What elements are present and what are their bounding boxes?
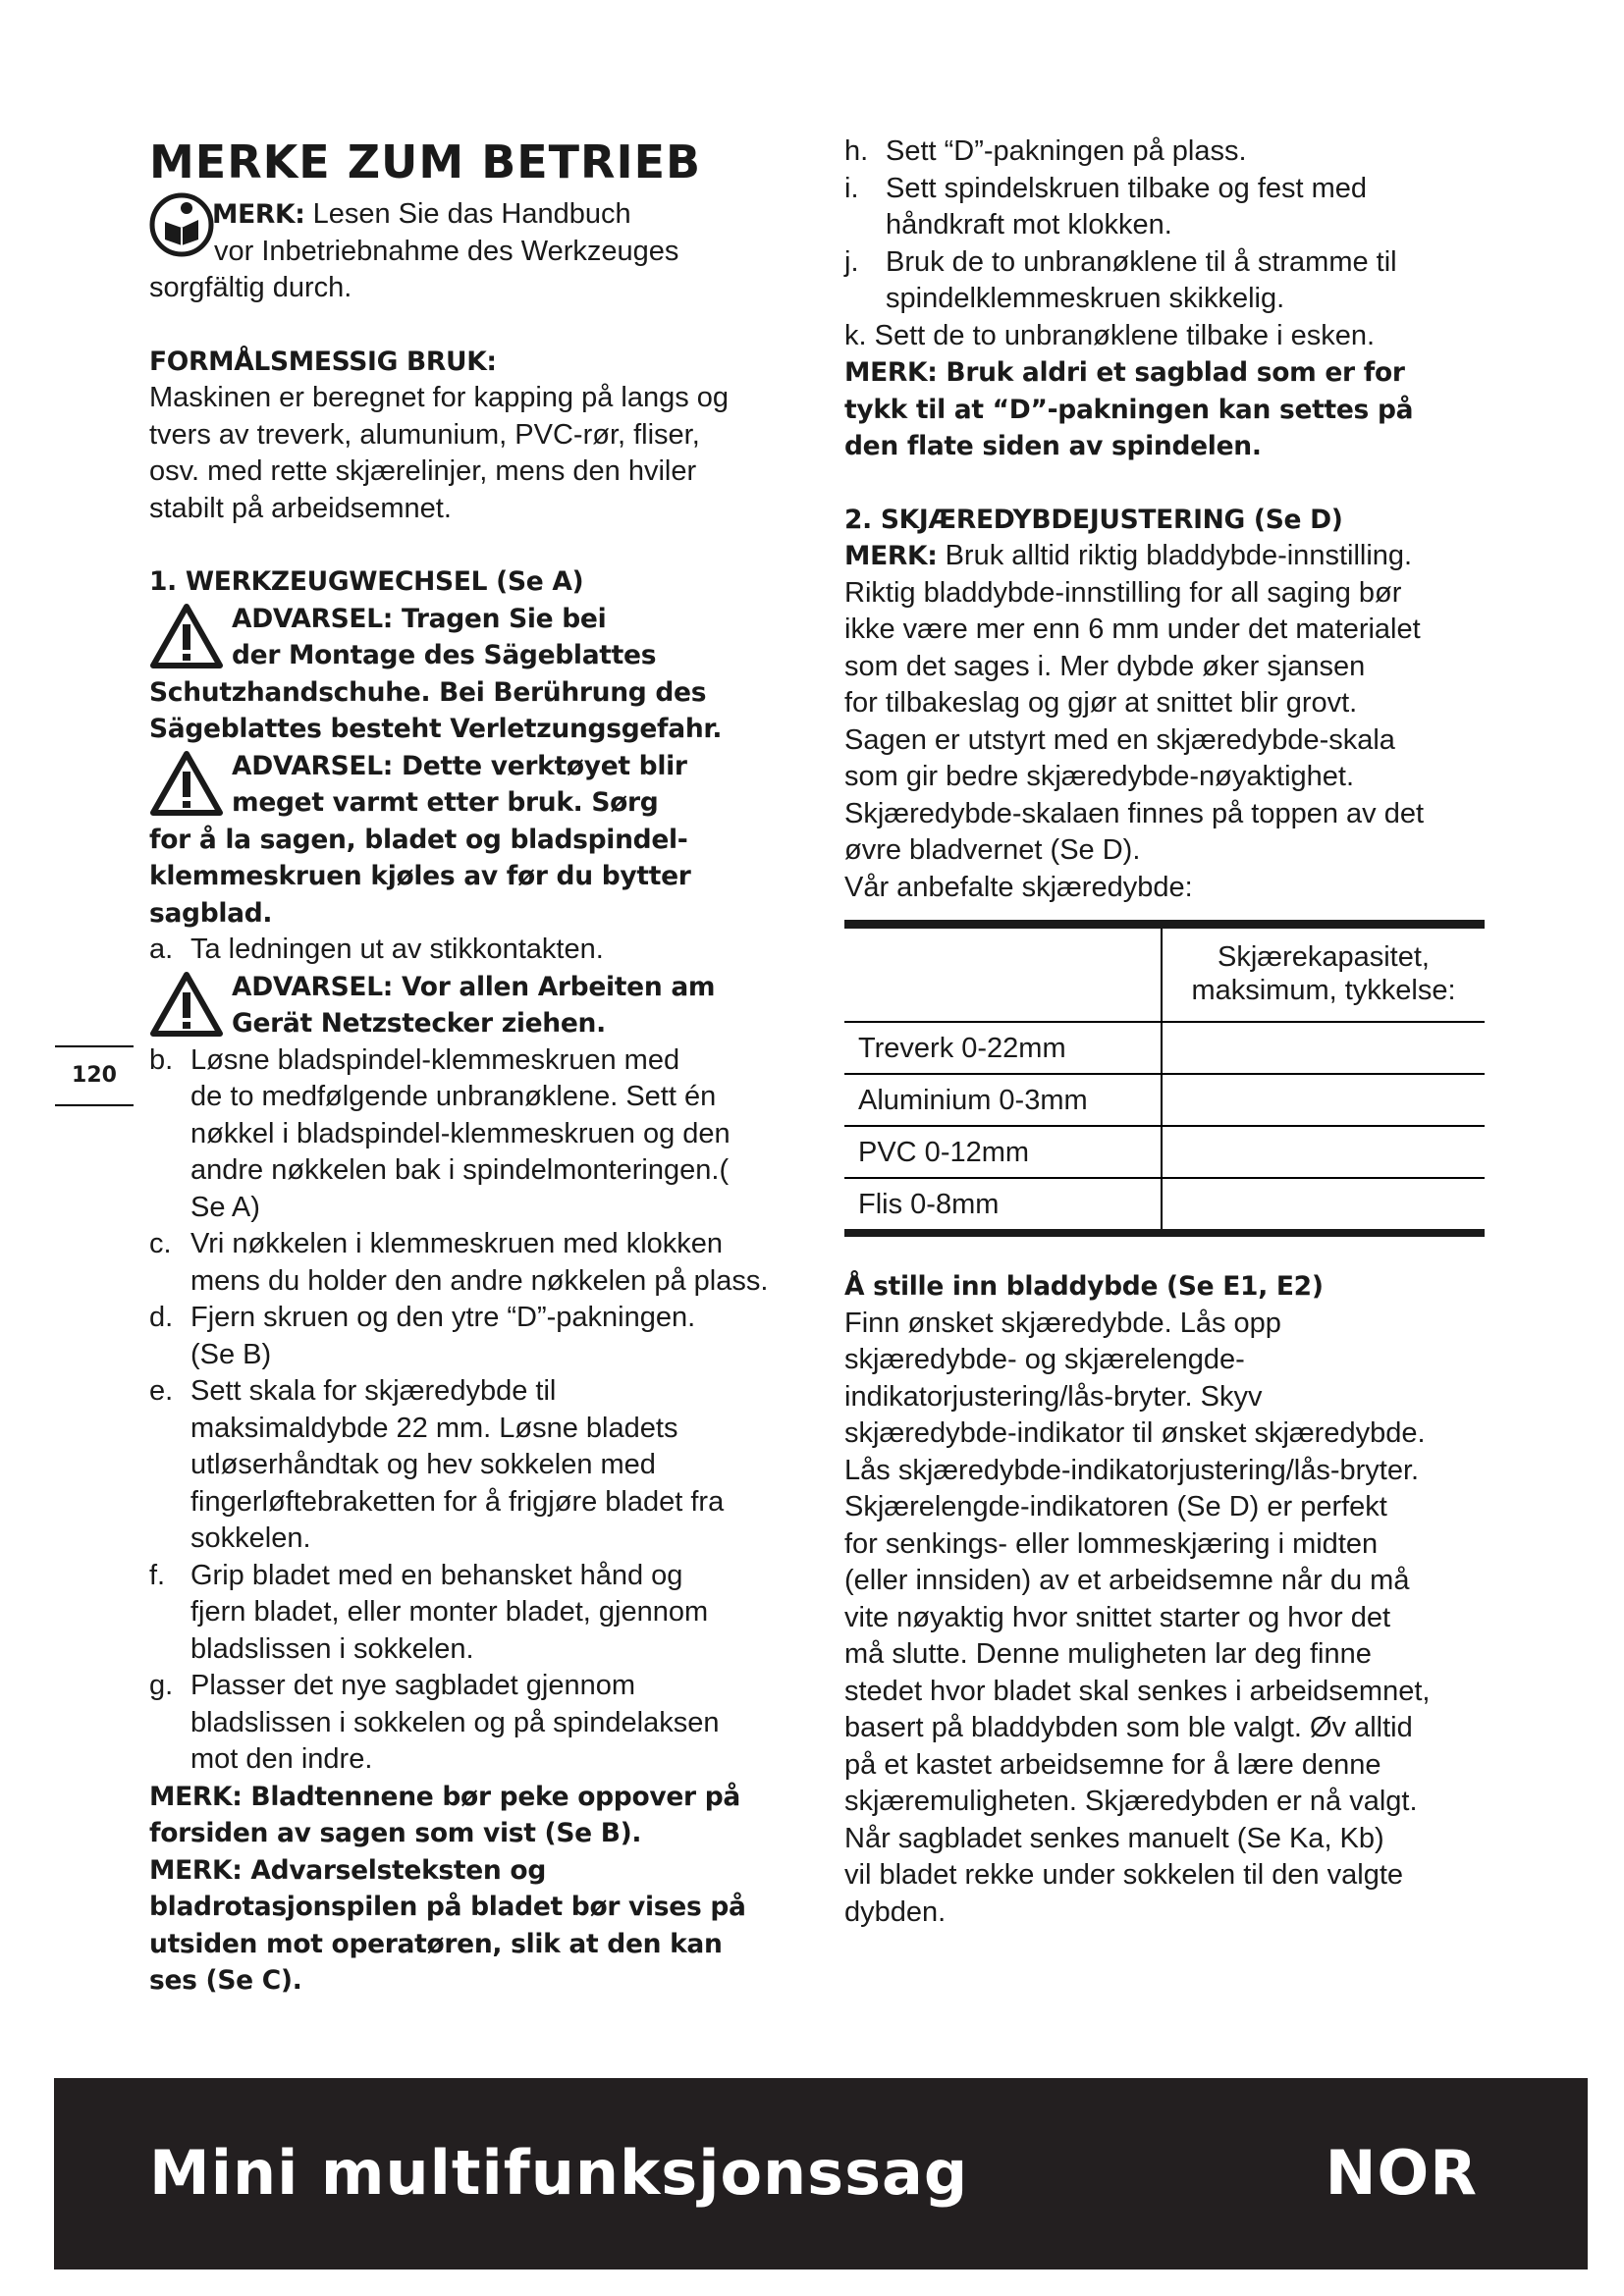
list-text	[190, 1226, 797, 1300]
warning-triangle-icon	[149, 971, 224, 1038]
list-marker: c.	[149, 1228, 172, 1259]
list-item	[844, 133, 1492, 171]
list-marker: a.	[149, 934, 174, 965]
list-marker: b.	[149, 1043, 174, 1076]
text-line: skjæredybde-indikator til ønsket skjæredybde.	[844, 1417, 1426, 1449]
text-line: tvers av treverk, alumunium, PVC-rør, fliser,	[149, 418, 700, 451]
note-line: utsiden mot operatøren, slik at den kan	[149, 1928, 723, 1959]
text-line: Plasser det nye sagbladet gjennom	[190, 1670, 636, 1701]
text-line: indikatorjustering/lås-bryter. Skyv	[844, 1380, 1263, 1413]
table-cell-empty	[1162, 1022, 1485, 1074]
text-line: Fjern skruen og den ytre “D”-pakningen.	[190, 1302, 696, 1333]
text-line: ikke være mer enn 6 mm under det materialet	[844, 614, 1421, 645]
list-item	[149, 1373, 797, 1558]
note-label: MERK:	[212, 199, 305, 230]
text-line: på et kastet arbeidsemne for å lære denne	[844, 1748, 1381, 1781]
list-marker: e.	[149, 1375, 174, 1407]
list-text	[190, 1668, 797, 1779]
left-column	[149, 135, 797, 2000]
text-line: Skjærelengde-indikatoren (Se D) er perfekt	[844, 1491, 1387, 1522]
warning-line: for å la sagen, bladet og bladspindel-	[149, 824, 688, 855]
text-line: Sagen er utstyrt med en skjæredybde-skala	[844, 723, 1395, 756]
text-line: Skjæredybde-skalaen finnes på toppen av det	[844, 797, 1425, 829]
text-line: basert på bladdybden som ble valgt. Øv alltid	[844, 1712, 1413, 1743]
language-code: NOR	[1325, 2137, 1478, 2209]
spacer-note	[844, 354, 1492, 465]
text-line: sokkelen.	[190, 1522, 311, 1554]
text-line: mens du holder den andre nøkkelen på plass.	[190, 1264, 769, 1297]
text-line: vite nøyaktig hvor snittet starter og hvor det	[844, 1601, 1391, 1633]
text-line: som det sages i. Mer dybde øker sjansen	[844, 650, 1366, 682]
table-row	[844, 1022, 1485, 1074]
text-line: (eller innsiden) av et arbeidsemne når du må	[844, 1565, 1410, 1596]
list-text	[190, 1373, 797, 1558]
blade-depth-subheading: Å stille inn bladdybde (Se E1, E2)	[844, 1271, 1324, 1302]
list-text	[190, 1558, 797, 1669]
table-header-cell	[1162, 929, 1485, 1022]
warning-block-2	[149, 748, 797, 933]
steps-list	[149, 1042, 797, 1779]
text-line: Vri nøkkelen i klemmeskruen med klokken	[190, 1228, 724, 1259]
text-line: osv. med rette skjærelinjer, mens den hviler	[149, 455, 697, 487]
depth-note	[844, 538, 1492, 575]
section-2-heading: 2. SKJÆREDYBDEJUSTERING (Se D)	[844, 504, 1343, 535]
text-line: skjæredybde- og skjærelengde-	[844, 1344, 1245, 1375]
page-number-marker	[55, 1045, 134, 1106]
warning-line: ADVARSEL: Dette verktøyet blir	[232, 750, 687, 781]
table-cell: Aluminium 0-3mm	[844, 1074, 1162, 1126]
text-line: maksimaldybde 22 mm. Løsne bladets	[190, 1412, 678, 1444]
text-line: Sett spindelskruen tilbake og fest med	[886, 172, 1368, 204]
text-line: andre nøkkelen bak i spindelmonteringen.(	[190, 1154, 730, 1186]
text-line: som gir bedre skjæredybde-nøyaktighet.	[844, 761, 1355, 792]
list-item	[149, 1668, 797, 1779]
note-line: Bruk alltid riktig bladdybde-innstilling.	[937, 540, 1413, 571]
note-line: Lesen Sie das Handbuch	[304, 198, 631, 230]
text-line: må slutte. Denne muligheten lar deg finne	[844, 1638, 1372, 1670]
list-item	[844, 244, 1492, 318]
list-text	[886, 171, 1492, 244]
text-line: Finn ønsket skjæredybde. Lås opp	[844, 1307, 1281, 1339]
blade-depth-paragraph	[844, 1306, 1492, 1932]
right-column	[844, 133, 1492, 1931]
table-cell: PVC 0-12mm	[844, 1126, 1162, 1178]
note-line: MERK: Bruk aldri et sagblad som er for	[844, 357, 1405, 388]
text-line: Maskinen er beregnet for kapping på langs og	[149, 382, 730, 413]
page-number: 120	[72, 1063, 117, 1088]
read-manual-icon	[147, 190, 216, 259]
warning-line: meget varmt etter bruk. Sørg	[232, 787, 659, 818]
text-line: utløserhåndtak og hev sokkelen med	[190, 1449, 656, 1480]
warning-line: sagblad.	[149, 897, 273, 929]
text-line: dybden.	[844, 1896, 947, 1928]
text-line: Når sagbladet senkes manuelt (Se Ka, Kb)	[844, 1822, 1384, 1854]
steps-list	[844, 133, 1492, 318]
list-text	[190, 1300, 797, 1373]
list-item	[149, 1226, 797, 1300]
text-line: fingerløftebraketten for å frigjøre bladet fra	[190, 1485, 725, 1518]
text-line: de to medfølgende unbranøklene. Sett én	[190, 1081, 717, 1112]
list-item	[149, 1300, 797, 1373]
list-marker: j.	[844, 245, 859, 278]
text-line: Lås skjæredybde-indikatorjustering/lås-bryter.	[844, 1454, 1420, 1486]
note-line: forsiden av sagen som vist (Se B).	[149, 1818, 642, 1848]
warning-triangle-icon	[149, 750, 224, 817]
text-line: skjæremuligheten. Skjæredybden er nå valgt.	[844, 1786, 1418, 1817]
warning-line: ADVARSEL: Tragen Sie bei	[232, 603, 607, 634]
list-marker: i.	[844, 172, 859, 204]
text-line: spindelklemmeskruen skikkelig.	[886, 283, 1285, 314]
list-item	[149, 1558, 797, 1669]
list-item	[149, 932, 797, 969]
table-row	[844, 1178, 1485, 1229]
table-row	[844, 1126, 1485, 1178]
warning-block-3	[149, 969, 797, 1042]
warning-line: Gerät Netzstecker ziehen.	[232, 1008, 606, 1039]
text-line: stabilt på arbeidsemnet.	[149, 492, 452, 524]
product-name: Mini multifunksjonssag	[149, 2137, 969, 2209]
text-line: Se A)	[190, 1191, 260, 1223]
list-marker: d.	[149, 1302, 174, 1333]
warning-triangle-icon	[149, 603, 224, 669]
table-cell: Flis 0-8mm	[844, 1178, 1162, 1229]
note-line: vor Inbetriebnahme des Werkzeuges	[214, 235, 679, 267]
text-line: for tilbakeslag og gjør at snittet blir grovt.	[844, 687, 1358, 719]
list-text: Ta ledningen ut av stikkontakten.	[190, 934, 604, 965]
header-text: maksimum, tykkelse:	[1191, 975, 1456, 1006]
warning-line: Sägeblattes besteht Verletzungsgefahr.	[149, 714, 723, 744]
warning-line: Schutzhandschuhe. Bei Berührung des	[149, 676, 707, 708]
table-cell-empty	[1162, 1126, 1485, 1178]
text-line: Grip bladet med en behansket hånd og	[190, 1559, 683, 1591]
note-line: ses (Se C).	[149, 1965, 302, 1996]
table-header-row	[844, 929, 1485, 1022]
list-item	[149, 1042, 797, 1227]
note-line: tykk til at “D”-pakningen kan settes på	[844, 394, 1414, 425]
list-text	[886, 244, 1492, 318]
text-line: Sett skala for skjæredybde til	[190, 1375, 557, 1407]
table-header-cell	[844, 929, 1162, 1022]
intended-use-heading: FORMÅLSMESSIG BRUK:	[149, 346, 497, 377]
list-marker: f.	[149, 1559, 166, 1591]
warning-line: ADVARSEL: Vor allen Arbeiten am	[232, 971, 716, 1002]
text-line: Løsne bladspindel-klemmeskruen med	[190, 1043, 680, 1076]
text-line: bladslissen i sokkelen.	[190, 1632, 474, 1665]
read-manual-note	[149, 196, 797, 307]
text-line: nøkkel i bladspindel-klemmeskruen og den	[190, 1117, 731, 1149]
text-line: Bruk de to unbranøklene til å stramme til	[886, 245, 1397, 278]
intended-use-text	[149, 380, 797, 527]
text-line: (Se B)	[190, 1338, 272, 1370]
text-line: bladslissen i sokkelen og på spindelaksen	[190, 1706, 720, 1738]
table-row	[844, 1074, 1485, 1126]
list-text	[190, 1042, 797, 1227]
warning-line: klemmeskruen kjøles av før du bytter	[149, 861, 691, 891]
header-text: Skjærekapasitet,	[1218, 941, 1430, 973]
text-line: vil bladet rekke under sokkelen til den valgte	[844, 1859, 1404, 1891]
depth-paragraph	[844, 575, 1492, 907]
list-marker: h.	[844, 135, 869, 167]
text-line: mot den indre.	[190, 1743, 373, 1775]
text-line: øvre bladvernet (Se D).	[844, 834, 1141, 866]
text-line: for senkings- eller lommeskjæring i midten	[844, 1527, 1379, 1560]
capacity-table	[844, 920, 1485, 1237]
note-line: den flate siden av spindelen.	[844, 431, 1262, 461]
note-line: bladrotasjonspilen på bladet bør vises på	[149, 1892, 746, 1922]
table-cell-empty	[1162, 1074, 1485, 1126]
footer-bar	[54, 2078, 1588, 2269]
table-cell: Treverk 0-22mm	[844, 1022, 1162, 1074]
text-line: håndkraft mot klokken.	[886, 209, 1172, 240]
blade-notes	[149, 1779, 797, 2000]
page-title: MERKE ZUM BETRIEB	[149, 135, 702, 188]
table-cell-empty	[1162, 1178, 1485, 1229]
note-line: MERK: Advarselsteksten og	[149, 1854, 546, 1886]
list-marker: g.	[149, 1670, 174, 1701]
warning-line: der Montage des Sägeblattes	[232, 640, 657, 670]
list-text	[886, 133, 1492, 171]
list-item: k. Sett de to unbranøklene tilbake i esken.	[844, 319, 1376, 351]
warning-block-1	[149, 601, 797, 748]
text-line: Vår anbefalte skjæredybde:	[844, 871, 1193, 903]
note-line: sorgfältig durch.	[149, 272, 352, 303]
text-line: stedet hvor bladet skal senkes i arbeidsemnet,	[844, 1675, 1431, 1707]
list-item	[844, 171, 1492, 244]
section-1-heading: 1. WERKZEUGWECHSEL (Se A)	[149, 566, 584, 597]
text-line: fjern bladet, eller monter bladet, gjennom	[190, 1596, 709, 1628]
note-label: MERK:	[844, 541, 938, 571]
text-line: Sett “D”-pakningen på plass.	[886, 135, 1247, 167]
text-line: Riktig bladdybde-innstilling for all saging bør	[844, 576, 1402, 609]
note-line: MERK: Bladtennene bør peke oppover på	[149, 1781, 740, 1812]
